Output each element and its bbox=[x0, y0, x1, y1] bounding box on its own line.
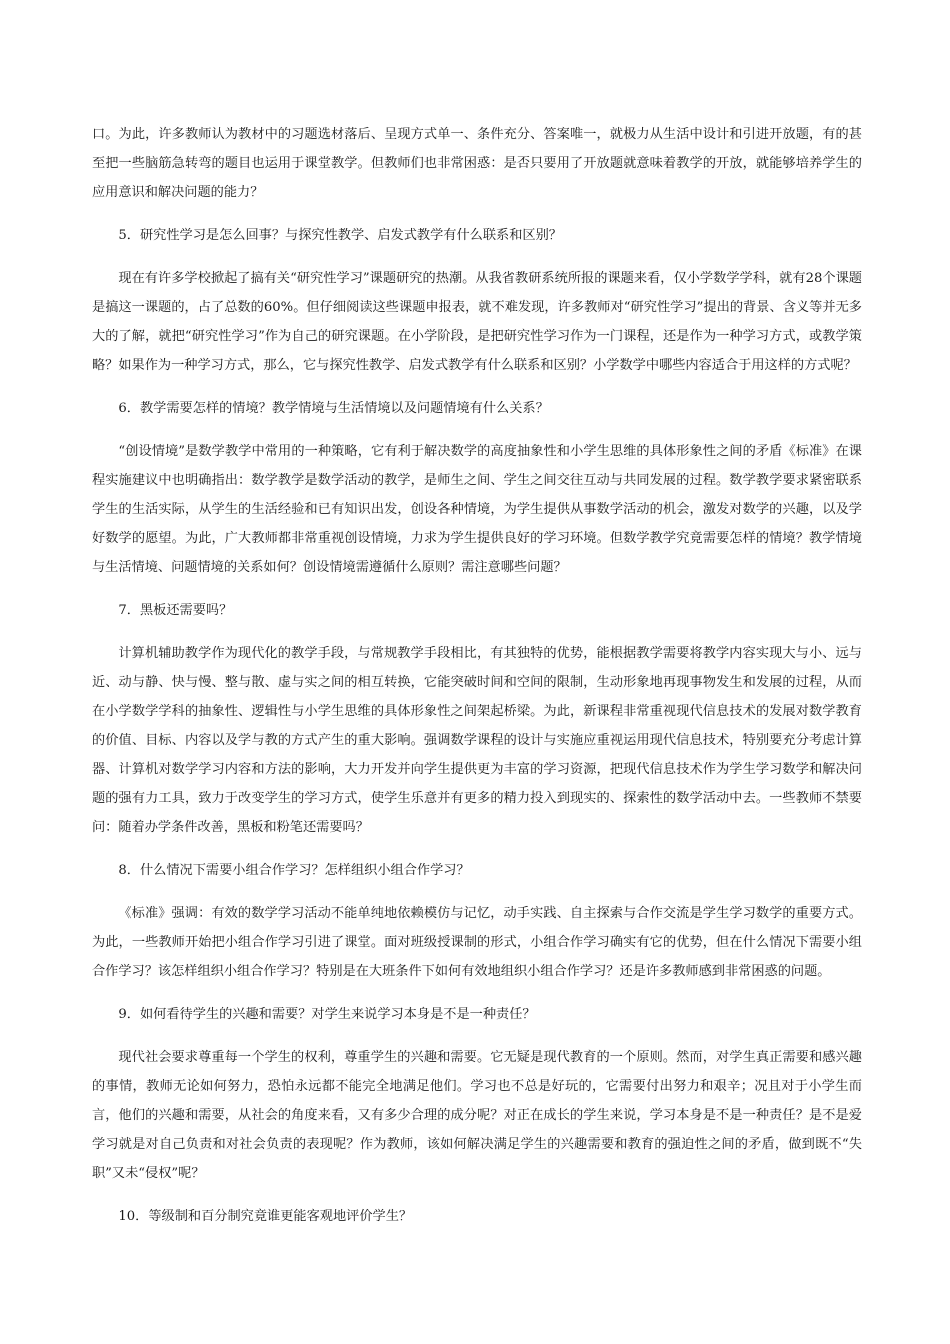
question-heading-5: 5．研究性学习是怎么回事？与探究性教学、启发式教学有什么联系和区别？ bbox=[118, 228, 562, 243]
paragraph-6: “创设情境”是数学教学中常用的一种策略，它有利于解决数学的高度抽象性和小学生思维的具体形象性之间的矛盾《标准》在课程实施建议中也明确指出：数学教学是数学活动的教学，是师生之间、学生之间交往互动与共同发展的过程。数学教学要求紧密联系学生的生活实际，从学生的生活经验和已有知识出发，创设各种情境，为学生提供从事数学活动的机会，激发对数学的兴趣，以及学好数学的愿望。为此，广大教师都非常重视创设情境，力求为学生提供良好的学习环境。但数学教学究竟需要怎样的情境？教学情境与生活情境、问题情境的关系如何？创设情境需遵循什么原则？需注意哪些问题？ bbox=[92, 444, 862, 575]
document-page bbox=[92, 120, 862, 1245]
paragraph-intro-continued: 口。为此，许多教师认为教材中的习题选材落后、呈现方式单一、条件充分、答案唯一，就极力从生活中设计和引进开放题，有的甚至把一些脑筋急转弯的题目也运用于课堂教学。但教师们也非常困惑：是否只要用了开放题就意味着教学的开放，就能够培养学生的应用意识和解决问题的能力？ bbox=[92, 127, 862, 200]
paragraph-9: 现代社会要求尊重每一个学生的权利，尊重学生的兴趣和需要。它无疑是现代教育的一个原则。然而，对学生真正需要和感兴趣的事情，教师无论如何努力，恐怕永远都不能完全地满足他们。学习也不总是好玩的，它需要付出努力和艰辛；况且对于小学生而言，他们的兴趣和需要，从社会的角度来看，又有多少合理的成分呢？对正在成长的学生来说，学习本身是不是一种责任？是不是爱学习就是对自己负责和对社会负责的表现呢？作为教师，该如何解决满足学生的兴趣需要和教育的强迫性之间的矛盾，做到既不“失职”又未“侵权”呢？ bbox=[92, 1050, 862, 1181]
question-heading-10: 10．等级制和百分制究竟谁更能客观地评价学生？ bbox=[118, 1209, 413, 1224]
question-heading-9: 9．如何看待学生的兴趣和需要？对学生来说学习本身是不是一种责任？ bbox=[118, 1007, 536, 1022]
paragraph-5: 现在有许多学校掀起了搞有关“研究性学习”课题研究的热潮。从我省教研系统所报的课题来看，仅小学数学学科，就有28个课题是搞这一课题的，占了总数的60%。但仔细阅读这些课题申报表，就不难发现，许多教师对“研究性学习”提出的背景、含义等并无多大的了解，就把“研究性学习”作为自己的研究课题。在小学阶段，是把研究性学习作为一门课程，还是作为一种学习方式，或教学策略？如果作为一种学习方式，那么，它与探究性教学、启发式教学有什么联系和区别？小学数学中哪些内容适合于用这样的方式呢？ bbox=[92, 271, 862, 373]
paragraph-8: 《标准》强调：有效的数学学习活动不能单纯地依赖模仿与记忆，动手实践、自主探索与合作交流是学生学习数学的重要方式。为此，一些教师开始把小组合作学习引进了课堂。面对班级授课制的形式，小组合作学习确实有它的优势，但在什么情况下需要小组合作学习？该怎样组织小组合作学习？特别是在大班条件下如何有效地组织小组合作学习？还是许多教师感到非常困惑的问题。 bbox=[92, 906, 862, 979]
question-heading-7: 7．黑板还需要吗？ bbox=[118, 603, 233, 618]
question-heading-8: 8．什么情况下需要小组合作学习？怎样组织小组合作学习？ bbox=[118, 863, 470, 878]
paragraph-7: 计算机辅助教学作为现代化的教学手段，与常规教学手段相比，有其独特的优势，能根据教学需要将教学内容实现大与小、远与近、动与静、快与慢、整与散、虚与实之间的相互转换，它能突破时间和空间的限制，生动形象地再现事物发生和发展的过程，从而在小学数学学科的抽象性、逻辑性与小学生思维的具体形象性之间架起桥梁。为此，新课程非常重视现代信息技术的发展对数学教育的价值、目标、内容以及学与教的方式产生的重大影响。强调数学课程的设计与实施应重视运用现代信息技术，特别要充分考虑计算器、计算机对数学学习内容和方法的影响，大力开发并向学生提供更为丰富的学习资源，把现代信息技术作为学生学习数学和解决问题的强有力工具，致力于改变学生的学习方式，使学生乐意并有更多的精力投入到现实的、探索性的数学活动中去。一些教师不禁要问：随着办学条件改善，黑板和粉笔还需要吗？ bbox=[92, 646, 862, 835]
question-heading-6: 6．教学需要怎样的情境？教学情境与生活情境以及问题情境有什么关系？ bbox=[118, 401, 549, 416]
